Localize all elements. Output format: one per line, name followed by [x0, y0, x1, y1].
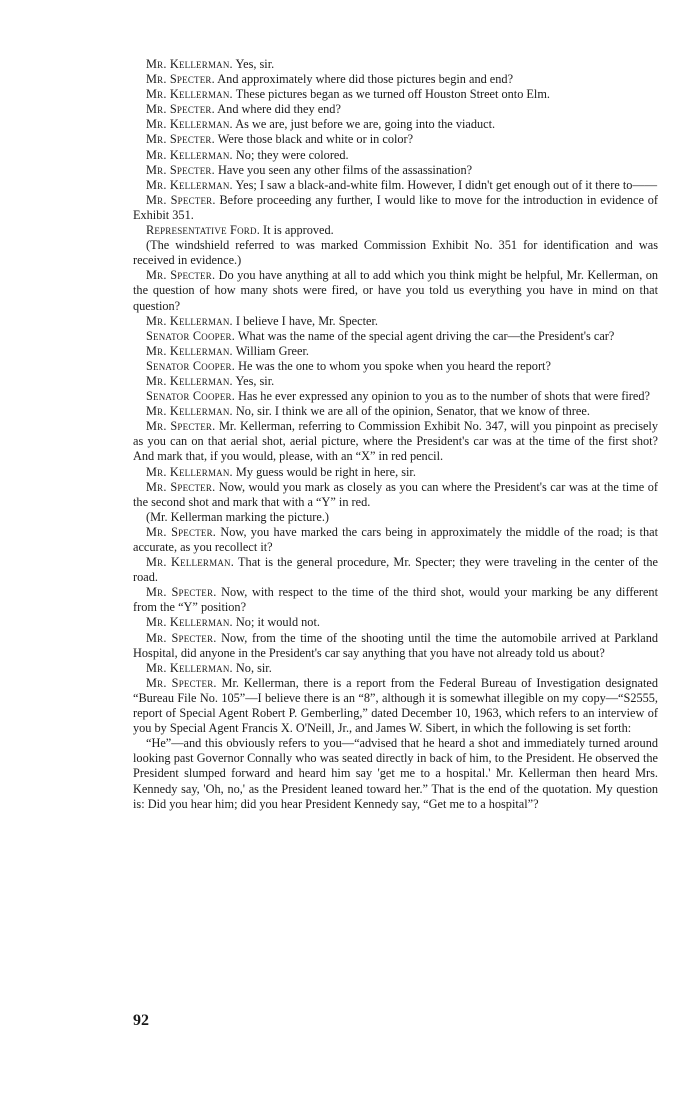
paragraph	[133, 329, 658, 344]
paragraph-text: That is the general procedure, Mr. Specter; they were traveling in the center of the road.	[133, 555, 658, 585]
paragraph	[133, 57, 658, 72]
speaker-name: Senator Cooper.	[146, 358, 236, 373]
paragraph	[133, 148, 658, 163]
paragraph	[133, 555, 658, 585]
paragraph-text: And where did they end?	[214, 102, 341, 117]
paragraph	[133, 223, 658, 238]
paragraph-text: Do you have anything at all to add which you think might be helpful, Mr. Kellerman, on the question of how many shots were fired, or have you told us everything you have in mind on that question?	[133, 268, 658, 313]
page-number: 92	[133, 1012, 149, 1029]
speaker-name: Mr. Kellerman.	[146, 147, 233, 162]
paragraph	[133, 676, 658, 736]
paragraph-text: (The windshield referred to was marked Commission Exhibit No. 351 for identification and was received in evidence.)	[133, 238, 658, 268]
paragraph-text: Mr. Kellerman, there is a report from the Federal Bureau of Investigation designated “Bureau File No. 105”—I believe there is an “8”, although it is somewhat illegible on my copy—“S2555, report of Special Agent Robert P. Gemberling,” dated December 10, 1963, which refers to an interview of you by Special Agent Francis X. O'Neill, Jr., and James W. Sibert, in which the following is set forth:	[133, 675, 658, 736]
paragraph	[133, 510, 658, 525]
paragraph-text: And approximately where did those pictures begin and end?	[214, 72, 514, 87]
paragraph-text: Before proceeding any further, I would like to move for the introduction in evidence of Exhibit 351.	[133, 192, 659, 222]
speaker-name: Mr. Specter.	[146, 675, 217, 690]
paragraph	[133, 404, 658, 419]
speaker-name: Senator Cooper.	[146, 328, 236, 343]
paragraph	[133, 268, 658, 313]
paragraph	[133, 72, 658, 87]
speaker-name: Mr. Kellerman.	[146, 373, 233, 388]
paragraph	[133, 178, 658, 193]
paragraph	[133, 631, 658, 661]
paragraph	[133, 238, 658, 268]
paragraph	[133, 585, 658, 615]
paragraph	[133, 314, 658, 329]
speaker-name: Mr. Specter.	[146, 524, 217, 539]
speaker-name: Senator Cooper.	[146, 389, 236, 404]
paragraph	[133, 163, 658, 178]
paragraph-text: No, sir.	[232, 660, 272, 675]
paragraph	[133, 87, 658, 102]
paragraph-text: My guess would be right in here, sir.	[232, 464, 416, 479]
paragraph	[133, 661, 658, 676]
paragraph-text: No; they were colored.	[232, 147, 349, 162]
paragraph	[133, 359, 658, 374]
paragraph-text: Yes, sir.	[232, 57, 275, 71]
paragraph-text: These pictures began as we turned off Houston Street onto Elm.	[232, 87, 550, 102]
paragraph-text: Now, with respect to the time of the third shot, would your marking be any different from the “Y” position?	[133, 585, 658, 615]
speaker-name: Mr. Specter.	[146, 419, 216, 434]
speaker-name: Mr. Specter.	[146, 132, 215, 147]
paragraph	[133, 374, 658, 389]
paragraph-text: No; it would not.	[232, 615, 320, 630]
paragraph-text: Yes, sir.	[232, 373, 275, 388]
paragraph-text: Now, would you mark as closely as you can where the President's car was at the time of the second shot and mark that with a “Y” in red.	[133, 479, 658, 509]
speaker-name: Mr. Kellerman.	[146, 57, 233, 71]
paragraph	[133, 465, 658, 480]
paragraph	[133, 389, 658, 404]
speaker-name: Mr. Kellerman.	[146, 343, 233, 358]
paragraph-text: Has he ever expressed any opinion to you as to the number of shots that were fired?	[235, 389, 650, 404]
speaker-name: Mr. Specter.	[146, 630, 217, 645]
paragraph	[133, 615, 658, 630]
paragraph-text: What was the name of the special agent driving the car—the President's car?	[235, 328, 615, 343]
speaker-name: Mr. Kellerman.	[146, 464, 233, 479]
paragraph	[133, 419, 658, 464]
speaker-name: Mr. Kellerman.	[146, 177, 233, 192]
speaker-name: Representative Ford.	[146, 223, 260, 238]
paragraph	[133, 480, 658, 510]
paragraph-text: As we are, just before we are, going into the viaduct.	[232, 117, 496, 132]
speaker-name: Mr. Kellerman.	[146, 313, 233, 328]
speaker-name: Mr. Specter.	[146, 162, 215, 177]
paragraph	[133, 132, 658, 147]
paragraph-text: (Mr. Kellerman marking the picture.)	[146, 509, 330, 524]
speaker-name: Mr. Kellerman.	[146, 555, 235, 570]
paragraph-text: He was the one to whom you spoke when you heard the report?	[235, 358, 551, 373]
paragraph-text: Now, from the time of the shooting until the time the automobile arrived at Parkland Hospital, did anyone in the President's car say anything that you have not already told us about?	[133, 630, 658, 660]
speaker-name: Mr. Specter.	[146, 102, 215, 117]
paragraph	[133, 525, 658, 555]
speaker-name: Mr. Kellerman.	[146, 404, 233, 419]
paragraph	[133, 193, 658, 223]
paragraph	[133, 344, 658, 359]
paragraph	[133, 117, 658, 132]
speaker-name: Mr. Specter.	[146, 268, 216, 283]
paragraph-text: William Greer.	[232, 343, 309, 358]
paragraph-text: I believe I have, Mr. Specter.	[232, 313, 378, 328]
paragraph-text: It is approved.	[259, 223, 334, 238]
paragraph	[133, 102, 658, 117]
paragraph	[133, 736, 658, 811]
speaker-name: Mr. Specter.	[146, 72, 215, 87]
speaker-name: Mr. Kellerman.	[146, 117, 233, 132]
paragraph-text: “He”—and this obviously refers to you—“advised that he heard a shot and immediately turned around looking past Governor Connally who was seated directly in back of him, to the President. He observed the President slumped forward and heard him say 'get me to a hospital.' Mr. Kellerman then heard Mrs. Kennedy say, 'Oh, no,' as the President leaned toward her.” That is the end of the quotation. My question is: Did you hear him; did you hear President Kennedy say, “Get me to a hospital”?	[133, 736, 658, 811]
speaker-name: Mr. Kellerman.	[146, 660, 233, 675]
speaker-name: Mr. Kellerman.	[146, 87, 233, 102]
paragraph-text: Now, you have marked the cars being in approximately the middle of the road; is that accurate, as you recollect it?	[133, 524, 659, 554]
speaker-name: Mr. Specter.	[146, 192, 216, 207]
paragraph-text: No, sir. I think we are all of the opinion, Senator, that we know of three.	[232, 404, 590, 419]
paragraph-text: Mr. Kellerman, referring to Commission Exhibit No. 347, will you pinpoint as precisely as you can on that aerial shot, aerial picture, where the President's car was at the time of the first shot? And mark that, if you would, please, with an “X” in red pencil.	[133, 419, 658, 464]
paragraph-text: Were those black and white or in color?	[214, 132, 414, 147]
paragraph-text: Have you seen any other films of the assassination?	[214, 162, 473, 177]
paragraph-text: Yes; I saw a black-and-white film. However, I didn't get enough out of it there to——	[232, 177, 658, 192]
speaker-name: Mr. Specter.	[146, 479, 216, 494]
speaker-name: Mr. Kellerman.	[146, 615, 233, 630]
speaker-name: Mr. Specter.	[146, 585, 217, 600]
testimony-text	[133, 57, 658, 812]
